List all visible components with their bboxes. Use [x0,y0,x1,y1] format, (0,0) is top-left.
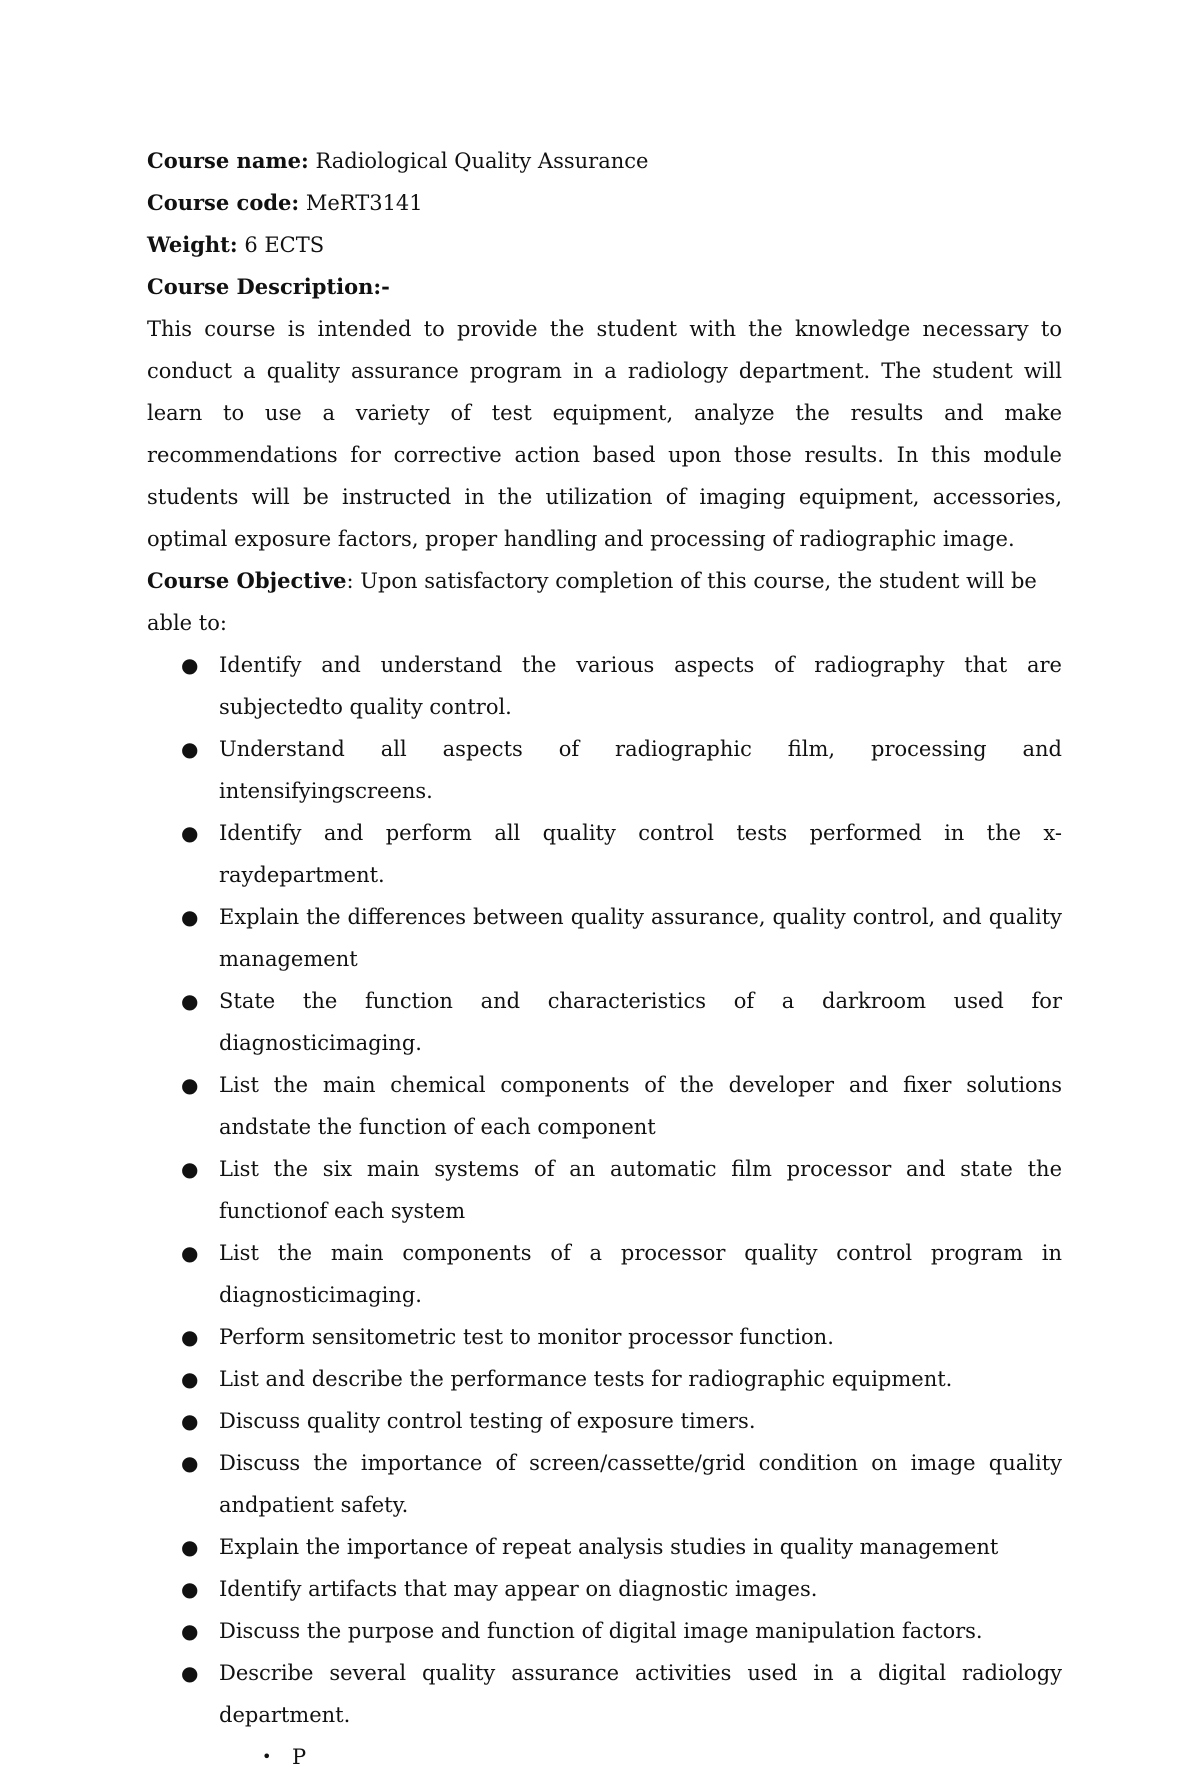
description-heading: Course Description:- [147,274,390,299]
objective-text: Identify artifacts that may appear on diagnostic images. [219,1577,818,1601]
objective-text: List and describe the performance tests for radiographic equipment. [219,1367,953,1391]
list-item [147,728,1062,812]
bullet-icon: ● [181,1241,199,1265]
sub-list-item [147,1736,1062,1778]
objective-text: Discuss quality control testing of exposure timers. [219,1409,756,1433]
objective-intro: : Upon satisfactory completion of this course, the student will be able to: [147,569,1037,635]
weight-label: Weight: [147,232,238,257]
objective-text: Describe several quality assurance activities used in a digital radiology department. [219,1661,1062,1727]
bullet-icon: ● [181,1157,199,1181]
list-item [147,1064,1062,1148]
course-name-value: Radiological Quality Assurance [315,149,649,173]
list-item [147,1358,1062,1400]
course-code-label: Course code: [147,190,300,215]
sub-item-text: P [292,1745,307,1769]
objective-text: Understand all aspects of radiographic film, processing and intensifyingscreens. [219,737,1062,803]
list-item [147,1568,1062,1610]
bullet-icon: ● [181,1073,199,1097]
bullet-icon: ● [181,1409,199,1433]
bullet-icon: ● [181,1577,199,1601]
bullet-icon: ● [181,821,199,845]
objective-text: Identify and perform all quality control tests performed in the x-raydepartment. [219,821,1062,887]
list-item [147,644,1062,728]
weight-value: 6 ECTS [244,233,325,257]
list-item [147,1442,1062,1526]
bullet-icon: ● [181,653,199,677]
course-name-line [147,140,1062,182]
bullet-icon: ● [181,1451,199,1475]
list-item [147,896,1062,980]
objective-text: State the function and characteristics of a darkroom used for diagnosticimaging. [219,989,1062,1055]
bullet-icon: ● [181,989,199,1013]
list-item [147,812,1062,896]
objectives-list [147,644,1062,1736]
bullet-icon: ● [181,1661,199,1685]
list-item [147,1610,1062,1652]
objective-text: Discuss the importance of screen/cassette/grid condition on image quality andpatient safety. [219,1451,1062,1517]
bullet-icon: ● [181,1367,199,1391]
description-heading-line [147,266,1062,308]
objective-text: List the main components of a processor quality control program in diagnosticimaging. [219,1241,1062,1307]
objective-text: Perform sensitometric test to monitor processor function. [219,1325,834,1349]
list-item [147,1652,1062,1736]
objective-intro-line [147,560,1062,644]
list-item [147,1232,1062,1316]
sub-bullet-icon: • [262,1747,272,1766]
list-item [147,1148,1062,1232]
objective-text: Identify and understand the various aspects of radiography that are subjectedto quality control. [219,653,1062,719]
course-code-value: MeRT3141 [305,191,423,215]
objective-text: Discuss the purpose and function of digital image manipulation factors. [219,1619,983,1643]
bullet-icon: ● [181,1325,199,1349]
course-content [147,140,1062,1778]
weight-line [147,224,1062,266]
sub-list [147,1736,1062,1778]
course-code-line [147,182,1062,224]
list-item [147,1526,1062,1568]
list-item [147,1316,1062,1358]
bullet-icon: ● [181,737,199,761]
objective-text: List the main chemical components of the developer and fixer solutions andstate the function of each component [219,1073,1062,1139]
bullet-icon: ● [181,1535,199,1559]
bullet-icon: ● [181,1619,199,1643]
list-item [147,980,1062,1064]
objective-label: Course Objective [147,568,347,593]
objective-text: List the six main systems of an automatic film processor and state the functionof each system [219,1157,1062,1223]
objective-text: Explain the importance of repeat analysis studies in quality management [219,1535,999,1559]
list-item [147,1400,1062,1442]
objective-text: Explain the differences between quality assurance, quality control, and quality management [219,905,1062,971]
course-description: This course is intended to provide the student with the knowledge necessary to conduct a quality assurance program in a radiology department. The student will learn to use a variety of test equipment, analyze the results and make recommendations for corrective action based upon those results. In this module students will be instructed in the utilization of imaging equipment, accessories, optimal exposure factors, proper handling and processing of radiographic image. [147,317,1062,551]
bullet-icon: ● [181,905,199,929]
course-name-label: Course name: [147,148,309,173]
